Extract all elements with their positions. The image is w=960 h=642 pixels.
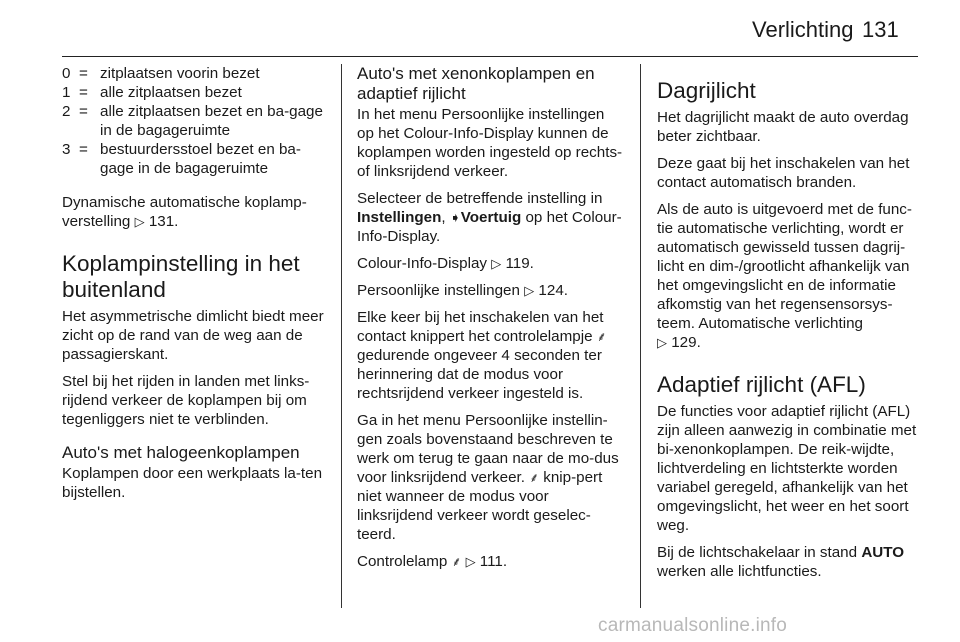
headlamp-indicator-icon: ⸙ — [451, 554, 462, 569]
watermark: carmanualsonline.info — [598, 615, 788, 636]
paragraph: De functies voor adaptief rijlicht (AFL) zijn alleen aanwezig in combinatie met bi-xenonkoplampen. De reik-wijdte, lichtverdeling en lichtsterkte worden variabel geregeld, afhankelijk van het omgevingslicht, het weer en het soort weg. — [657, 403, 917, 534]
paragraph: Stel bij het rijden in landen met links-rijdend verkeer de koplampen bij om tegenliggers niet te verblinden. — [62, 373, 310, 428]
ref-paragraph: Controlelamp ⸙ ▷ 111. — [357, 553, 508, 570]
page-ref-link[interactable]: 131. — [148, 213, 179, 230]
paragraph: Koplampen door een werkplaats la-ten bijstellen. — [62, 465, 323, 501]
section-heading-abroad: Koplampinstelling in het buitenland — [62, 251, 300, 302]
section-heading-daytime: Dagrijlicht — [657, 78, 756, 103]
menu-item-vehicle: Voertuig — [460, 209, 522, 226]
column-divider-left — [341, 64, 342, 608]
list-item: 0 = zitplaatsen voorin bezet — [62, 65, 260, 82]
list-item: 2 = alle zitplaatsen bezet en ba-gage in de bagageruimte — [62, 103, 323, 139]
page-ref-link[interactable]: 119. — [505, 255, 534, 272]
paragraph: In het menu Persoonlijke instellingen op het Colour-Info-Display kunnen de koplampen worden ingesteld op rechts- of linksrijdend verkeer. — [357, 106, 623, 180]
occupancy-list — [62, 64, 326, 178]
paragraph: Elke keer bij het inschakelen van het contact knippert het controlelampje ⸙ gedurende ongeveer 4 seconden ter herinnering dat de modus voor rechtsrijdend verkeer ingesteld is. — [357, 309, 607, 402]
column-divider-right — [640, 64, 641, 608]
page-header — [0, 0, 960, 60]
dynamic-leveling-paragraph: Dynamische automatische koplamp-verstelling ▷ 131. — [62, 194, 307, 230]
ref-paragraph: Colour-Info-Display ▷ 119. — [357, 255, 534, 272]
headlamp-indicator-icon: ⸙ — [529, 470, 539, 485]
column-left — [62, 64, 326, 510]
page-number: 131 — [862, 17, 899, 42]
list-item: 3 = bestuurdersstoel bezet en ba-gage in de bagageruimte — [62, 141, 301, 177]
headlamp-indicator-icon: ⸙ — [596, 329, 607, 344]
page-ref-link[interactable]: 129. — [671, 334, 701, 351]
paragraph: Ga in het menu Persoonlijke instellin-gen zoals bovenstaand beschreven te werk om terug te gaan naar de mo-dus voor linksrijdend verkeer. ⸙ knip-pert niet wanneer de modus voor linksrijdend verkeer wordt geselec-teerd. — [357, 412, 619, 543]
list-item: 1 = alle zitplaatsen bezet — [62, 84, 242, 101]
page-ref-icon: ▷ — [524, 283, 535, 298]
menu-arrow-icon: ➧ — [449, 210, 461, 225]
page-ref-icon: ▷ — [465, 554, 476, 569]
page-ref-icon: ▷ — [134, 214, 145, 229]
paragraph: Het asymmetrische dimlicht biedt meer zicht op de rand van de weg aan de passagierskant. — [62, 308, 324, 363]
paragraph: Het dagrijlicht maakt de auto overdag beter zichtbaar. — [657, 109, 909, 145]
menu-item-settings: Instellingen — [357, 209, 442, 226]
column-middle — [357, 64, 625, 579]
subheading-halogen: Auto's met halogeenkoplampen — [62, 443, 300, 462]
page-ref-icon: ▷ — [491, 256, 502, 271]
switch-position-auto: AUTO — [861, 544, 905, 561]
header-divider — [62, 56, 918, 57]
paragraph: Deze gaat bij het inschakelen van het contact automatisch branden. — [657, 155, 910, 191]
column-right — [657, 64, 922, 589]
page-ref-link[interactable]: 124. — [538, 282, 568, 299]
ref-paragraph: Persoonlijke instellingen ▷ 124. — [357, 282, 568, 299]
settings-paragraph: Selecteer de betreffende instelling in Instellingen, ➧Voertuig op het Colour-Info-Display. — [357, 190, 622, 245]
page-ref-link[interactable]: 111. — [479, 553, 508, 570]
chapter-title: Verlichting — [752, 17, 854, 42]
paragraph: Bij de lichtschakelaar in stand AUTO werken alle lichtfuncties. — [657, 544, 905, 580]
subheading-xenon: Auto's met xenonkoplampen en adaptief rijlicht — [357, 64, 595, 103]
page-ref-icon: ▷ — [657, 335, 667, 350]
paragraph: Als de auto is uitgevoerd met de func-tie automatische verlichting, wordt er automatisch gewisseld tussen dagrij-licht en dim-/grootlicht afhankelijk van het omgevingslicht en de informatie afkomstig van het regensensorsys-teem. Automatische verlichting ▷ 129. — [657, 201, 912, 351]
section-heading-afl: Adaptief rijlicht (AFL) — [657, 372, 866, 397]
